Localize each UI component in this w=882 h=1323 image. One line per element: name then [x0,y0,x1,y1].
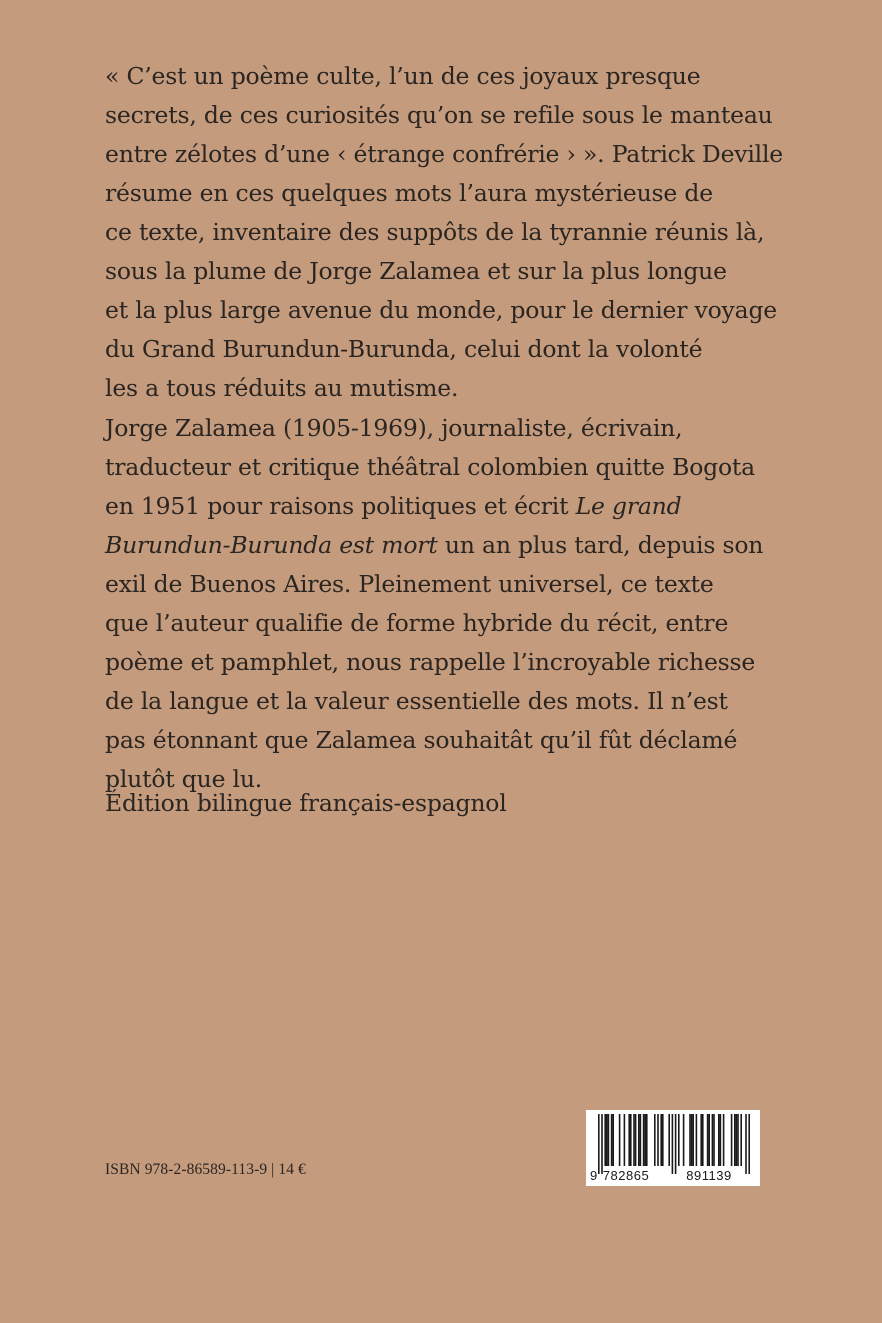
description-paragraph-author [105,409,763,799]
barcode-bar [713,1114,715,1166]
description-paragraph-quote [105,57,783,408]
text-line: Jorge Zalamea (1905-1969), journaliste, écrivain, [105,414,683,442]
barcode-bar [718,1114,720,1166]
barcode-guard-bar [675,1114,677,1174]
book-title-italic: Le grand [575,492,682,520]
barcode-bar [723,1114,725,1166]
barcode-right-digits: 891139 [686,1168,732,1183]
edition-note [105,784,507,823]
barcode-bar [611,1114,613,1166]
text-line: et la plus large avenue du monde, pour le dernier voyage [105,296,777,324]
barcode-bar [707,1114,709,1166]
barcode-guard-bar [598,1114,600,1174]
text-line: « C’est un poème culte, l’un de ces joyaux presque [105,62,701,90]
barcode-guard-bar [745,1114,747,1174]
barcode-bar [638,1114,640,1166]
barcode-bar [660,1114,662,1166]
barcode-bar [689,1114,691,1166]
barcode-bar [654,1114,656,1166]
text-line: poème et pamphlet, nous rappelle l’incroyable richesse [105,648,756,676]
text-line: exil de Buenos Aires. Pleinement universel, ce texte [105,570,714,598]
barcode-bar [644,1114,646,1166]
text-line: Édition bilingue français-espagnol [105,789,507,817]
barcode-first-digit: 9 [590,1168,598,1183]
barcode-bar [604,1114,606,1166]
text-segment: en 1951 pour raisons politiques et écrit [105,492,576,520]
barcode-guard-bar [601,1114,603,1174]
barcode-bar [740,1114,742,1166]
text-line: sous la plume de Jorge Zalamea et sur la plus longue [105,257,727,285]
barcode-bar [646,1114,648,1166]
barcode-guard-bar [748,1114,750,1174]
text-line: pas étonnant que Zalamea souhaitât qu’il fût déclamé [105,726,738,754]
barcode-left-digits: 782865 [602,1168,650,1183]
barcode-bar [612,1114,614,1166]
text-line: du Grand Burundun-Burunda, celui dont la volonté [105,335,703,363]
barcode-bar [734,1114,736,1166]
text-line: secrets, de ces curiosités qu’on se refile sous le manteau [105,101,773,129]
barcode-bar [708,1114,710,1166]
barcode-bar [628,1114,630,1166]
barcode-bar [608,1114,610,1166]
barcode-bar [624,1114,626,1166]
barcode-bar [691,1114,693,1166]
barcode-bar [702,1114,704,1166]
barcode-bar [731,1114,733,1166]
barcode-bar [606,1114,608,1166]
text-line: ce texte, inventaire des suppôts de la tyrannie réunis là, [105,218,765,246]
text-line: plutôt que lu. [105,765,263,793]
barcode-bar [720,1114,722,1166]
isbn-price: ISBN 978-2-86589-113-9 | 14 € [105,1161,306,1178]
barcode-bar [619,1114,621,1166]
text-line: traducteur et critique théâtral colombien quitte Bogota [105,453,755,481]
barcode-bar [668,1114,670,1166]
text-line: que l’auteur qualifie de forme hybride du récit, entre [105,609,729,637]
barcode-bar [630,1114,632,1166]
barcode-bar [635,1114,637,1166]
text-line: de la langue et la valeur essentielle des mots. Il n’est [105,687,728,715]
barcode-bar [633,1114,635,1166]
barcode-bar [640,1114,642,1166]
barcode-bar [662,1114,664,1166]
barcode-bar [643,1114,645,1166]
barcode-graphic [586,1110,760,1186]
barcode-guard-bar [672,1114,674,1174]
barcode-bar [712,1114,714,1166]
book-title-italic: Burundun-Burunda est mort [105,531,438,559]
barcode [586,1110,760,1186]
barcode-bar [736,1114,738,1166]
text-line [105,487,763,526]
barcode-bars [598,1114,750,1174]
text-line [105,526,763,565]
barcode-bar [678,1114,680,1166]
barcode-bar [737,1114,739,1166]
barcode-bar [700,1114,702,1166]
text-line: les a tous réduits au mutisme. [105,374,459,402]
text-line: résume en ces quelques mots l’aura mystérieuse de [105,179,713,207]
barcode-bar [683,1114,685,1166]
barcode-bar [657,1114,659,1166]
barcode-bar [696,1114,698,1166]
barcode-bar [692,1114,694,1166]
text-segment: un an plus tard, depuis son [437,531,764,559]
text-line: entre zélotes d’une ‹ étrange confrérie › ». Patrick Deville [105,140,784,168]
